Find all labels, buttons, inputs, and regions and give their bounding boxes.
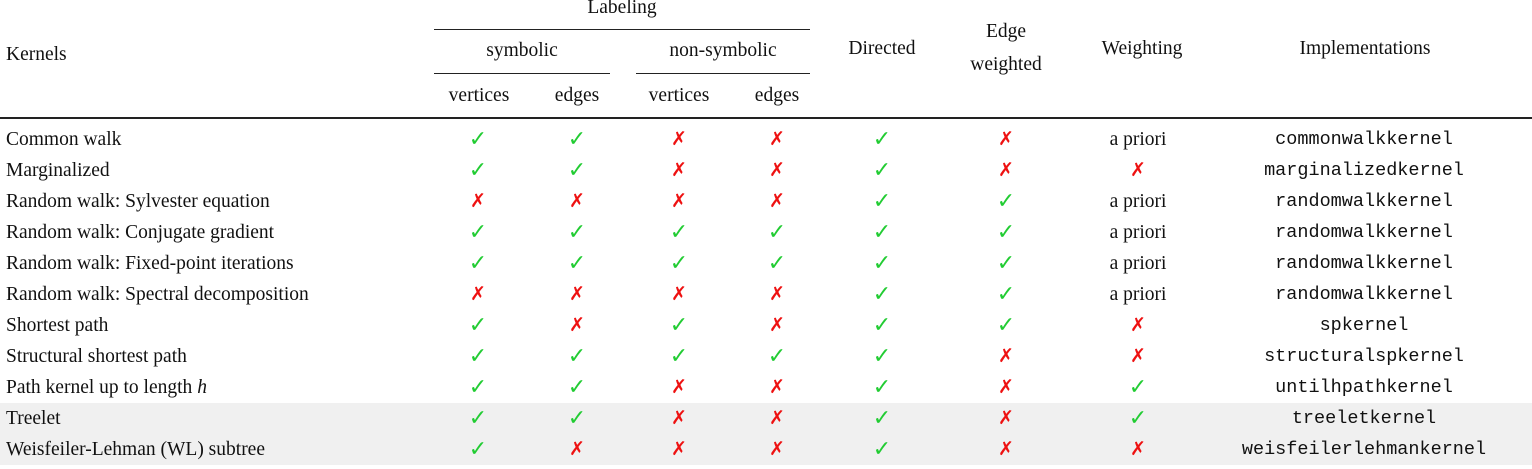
check-icon: ✓ [996, 220, 1016, 245]
check-icon: ✓ [872, 437, 892, 462]
cross-icon: ✗ [1130, 345, 1146, 367]
cross-icon: ✗ [769, 376, 785, 398]
cross-icon: ✗ [671, 376, 687, 398]
check-icon: ✓ [567, 220, 587, 245]
kernel-name: Structural shortest path [6, 346, 187, 367]
header-kernels: Kernels [6, 44, 67, 65]
check-icon: ✓ [872, 406, 892, 431]
weighting-value: a priori [1109, 222, 1167, 243]
cross-icon: ✗ [769, 128, 785, 150]
check-icon: ✓ [1128, 375, 1148, 400]
implementation-name: spkernel [1319, 315, 1409, 336]
weighting-value: a priori [1109, 191, 1167, 212]
weighting-value: a priori [1109, 129, 1167, 150]
check-icon: ✓ [1128, 406, 1148, 431]
cross-icon: ✗ [769, 314, 785, 336]
check-icon: ✓ [669, 313, 689, 338]
cross-icon: ✗ [671, 190, 687, 212]
check-icon: ✓ [767, 220, 787, 245]
check-icon: ✓ [468, 344, 488, 369]
check-icon: ✓ [468, 406, 488, 431]
check-icon: ✓ [767, 344, 787, 369]
check-icon: ✓ [567, 406, 587, 431]
check-icon: ✓ [872, 127, 892, 152]
symbolic-rule [434, 73, 610, 74]
kernel-name-variable: h [192, 377, 207, 398]
check-icon: ✓ [468, 313, 488, 338]
header-edges-symbolic: edges [554, 85, 600, 106]
kernel-name: Random walk: Conjugate gradient [6, 222, 275, 243]
table-row [0, 124, 1532, 155]
table-row [0, 279, 1532, 310]
check-icon: ✓ [567, 158, 587, 183]
cross-icon: ✗ [998, 128, 1014, 150]
header-edges-non-symbolic: edges [754, 85, 800, 106]
kernel-name: Treelet [6, 408, 61, 429]
header-labeling: Labeling [587, 0, 657, 18]
cross-icon: ✗ [671, 159, 687, 181]
check-icon: ✓ [872, 220, 892, 245]
cross-icon: ✗ [470, 190, 486, 212]
cross-icon: ✗ [769, 407, 785, 429]
check-icon: ✓ [872, 282, 892, 307]
cross-icon: ✗ [769, 159, 785, 181]
check-icon: ✓ [996, 282, 1016, 307]
header-non-symbolic: non-symbolic [669, 40, 777, 61]
check-icon: ✓ [468, 220, 488, 245]
check-icon: ✓ [669, 251, 689, 276]
table-row [0, 155, 1532, 186]
check-icon: ✓ [468, 437, 488, 462]
check-icon: ✓ [872, 313, 892, 338]
cross-icon: ✗ [998, 376, 1014, 398]
table-row [0, 186, 1532, 217]
implementation-name: marginalizedkernel [1264, 160, 1464, 181]
header-bottom-rule [0, 117, 1532, 119]
table-row [0, 248, 1532, 279]
check-icon: ✓ [669, 344, 689, 369]
cross-icon: ✗ [671, 438, 687, 460]
check-icon: ✓ [468, 375, 488, 400]
header-symbolic: symbolic [486, 40, 558, 61]
check-icon: ✓ [872, 375, 892, 400]
implementation-name: randomwalkkernel [1275, 284, 1453, 305]
table-row [0, 434, 1532, 465]
header-vertices-symbolic: vertices [448, 85, 510, 106]
implementation-name: weisfeilerlehmankernel [1241, 439, 1487, 460]
labeling-rule [434, 29, 810, 30]
kernel-name: Random walk: Sylvester equation [6, 191, 270, 212]
kernel-name: Shortest path [6, 315, 109, 336]
check-icon: ✓ [872, 158, 892, 183]
check-icon: ✓ [567, 127, 587, 152]
kernel-name: Weisfeiler-Lehman (WL) subtree [6, 439, 265, 460]
cross-icon: ✗ [998, 345, 1014, 367]
check-icon: ✓ [872, 251, 892, 276]
implementation-name: commonwalkkernel [1275, 129, 1453, 150]
header-vertices-non-symbolic: vertices [648, 85, 710, 106]
implementation-name: treeletkernel [1291, 408, 1437, 429]
kernel-name: Marginalized [6, 160, 110, 181]
cross-icon: ✗ [569, 314, 585, 336]
cross-icon: ✗ [569, 438, 585, 460]
cross-icon: ✗ [769, 283, 785, 305]
check-icon: ✓ [567, 251, 587, 276]
cross-icon: ✗ [998, 159, 1014, 181]
non-symbolic-rule [636, 73, 810, 74]
implementation-name: randomwalkkernel [1275, 222, 1453, 243]
check-icon: ✓ [872, 189, 892, 214]
cross-icon: ✗ [569, 283, 585, 305]
header-directed: Directed [848, 38, 916, 59]
table-row [0, 403, 1532, 434]
header-implementations: Implementations [1299, 38, 1431, 59]
kernel-name: Path kernel up to length h [6, 377, 207, 398]
table-row [0, 341, 1532, 372]
cross-icon: ✗ [470, 283, 486, 305]
check-icon: ✓ [996, 189, 1016, 214]
table-row [0, 372, 1532, 403]
implementation-name: randomwalkkernel [1275, 191, 1453, 212]
implementation-name: untilhpathkernel [1275, 377, 1453, 398]
header-edge-weighted-2: weighted [970, 54, 1042, 75]
implementation-name: structuralspkernel [1264, 346, 1464, 367]
check-icon: ✓ [669, 220, 689, 245]
table-row [0, 310, 1532, 341]
cross-icon: ✗ [671, 407, 687, 429]
cross-icon: ✗ [671, 128, 687, 150]
cross-icon: ✗ [671, 283, 687, 305]
check-icon: ✓ [767, 251, 787, 276]
cross-icon: ✗ [998, 407, 1014, 429]
header-weighting: Weighting [1101, 38, 1183, 59]
cross-icon: ✗ [1130, 438, 1146, 460]
check-icon: ✓ [996, 313, 1016, 338]
cross-icon: ✗ [998, 438, 1014, 460]
weighting-value: a priori [1109, 284, 1167, 305]
weighting-value: a priori [1109, 253, 1167, 274]
check-icon: ✓ [567, 375, 587, 400]
check-icon: ✓ [468, 158, 488, 183]
cross-icon: ✗ [569, 190, 585, 212]
header-edge-weighted-1: Edge [985, 21, 1027, 42]
check-icon: ✓ [996, 251, 1016, 276]
table-row [0, 217, 1532, 248]
cross-icon: ✗ [769, 438, 785, 460]
check-icon: ✓ [468, 251, 488, 276]
cross-icon: ✗ [769, 190, 785, 212]
cross-icon: ✗ [1130, 314, 1146, 336]
check-icon: ✓ [468, 127, 488, 152]
cross-icon: ✗ [1130, 159, 1146, 181]
kernel-name: Random walk: Fixed-point iterations [6, 253, 294, 274]
kernel-name: Common walk [6, 129, 122, 150]
check-icon: ✓ [872, 344, 892, 369]
implementation-name: randomwalkkernel [1275, 253, 1453, 274]
check-icon: ✓ [567, 344, 587, 369]
kernel-name: Random walk: Spectral decomposition [6, 284, 309, 305]
